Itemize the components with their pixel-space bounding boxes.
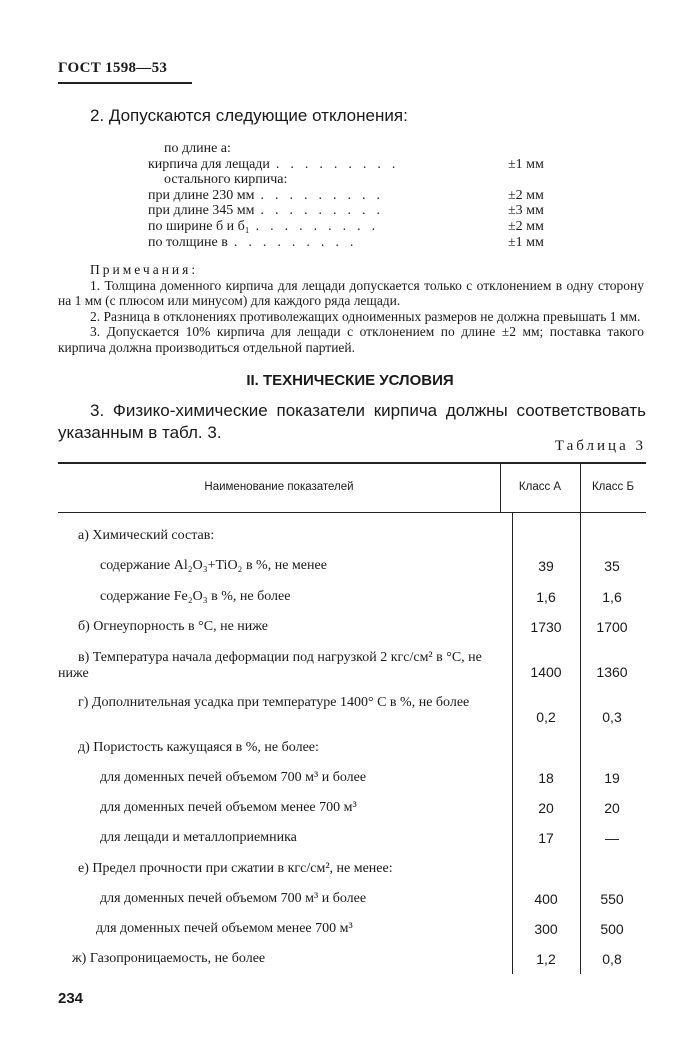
class-a-value: 20 bbox=[538, 800, 554, 816]
note-item: 2. Разница в отклонениях противолежащих одноименных размеров не должна превышать 1 мм. bbox=[90, 308, 641, 324]
class-a-value: 300 bbox=[534, 921, 558, 937]
row-name: г) Дополнительная усадка при температуре 1400° С в %, не более bbox=[78, 695, 470, 710]
row-name: для доменных печей объемом менее 700 м³ bbox=[100, 800, 357, 815]
class-a-value: 1,2 bbox=[536, 951, 556, 967]
tolerance-row bbox=[148, 157, 568, 173]
class-b-value: 550 bbox=[600, 891, 624, 907]
tolerance-row bbox=[148, 172, 568, 188]
row-name: в) Температура начала деформации под нагрузкой 2 кгс/см² в °С, не ниже bbox=[58, 650, 482, 681]
class-b-value: 0,8 bbox=[602, 951, 622, 967]
tolerance-row bbox=[148, 235, 568, 251]
leader-dots: ......... bbox=[275, 156, 407, 172]
tolerance-label: при длине 230 мм bbox=[148, 187, 255, 203]
class-a-value: 39 bbox=[538, 558, 554, 574]
properties-table bbox=[58, 462, 646, 982]
class-b-value: 19 bbox=[604, 770, 620, 786]
class-b-value: 500 bbox=[600, 921, 624, 937]
clause-3: 3. Физико-химические показатели кирпича должны соответствовать указанным в табл. 3. bbox=[58, 401, 646, 442]
class-b-value: 1360 bbox=[596, 664, 628, 680]
class-a-value: 1400 bbox=[530, 664, 562, 680]
header-class-a: Класс А bbox=[518, 481, 562, 493]
tolerance-row bbox=[148, 141, 568, 157]
class-a-value: 400 bbox=[534, 891, 558, 907]
tolerance-row bbox=[148, 203, 568, 219]
header-rule bbox=[58, 82, 192, 84]
leader-dots: ......... bbox=[233, 234, 365, 250]
note-item: 3. Допускается 10% кирпича для лещади с отклонением по длине ±2 мм; поставка такого кирпича должна производиться отдельной партией. bbox=[58, 324, 644, 355]
row-name: для доменных печей объемом менее 700 м³ bbox=[96, 921, 353, 936]
class-a-value: 0,2 bbox=[536, 709, 556, 725]
row-name: е) Предел прочности при сжатии в кгс/см², не менее: bbox=[78, 861, 393, 876]
row-name: а) Химический состав: bbox=[78, 528, 215, 543]
class-a-value: 17 bbox=[538, 830, 554, 846]
class-a-value: 1730 bbox=[530, 619, 562, 635]
table-caption: Таблица 3 bbox=[554, 438, 646, 454]
row-name: для лещади и металлоприемника bbox=[100, 830, 297, 845]
class-b-value: 1,6 bbox=[602, 589, 622, 605]
row-name: для доменных печей объемом 700 м³ и более bbox=[100, 891, 367, 906]
class-b-value: 0,3 bbox=[602, 709, 622, 725]
header-class-b: Класс Б bbox=[591, 481, 635, 493]
class-b-value: 35 bbox=[604, 558, 620, 574]
row-name: ж) Газопроницаемость, не более bbox=[72, 951, 266, 966]
row-name: содержание Al₂O₃+TiO₂ в %, не менее bbox=[100, 558, 327, 573]
tolerance-value: ±2 мм bbox=[508, 218, 544, 234]
class-a-value: 1,6 bbox=[536, 589, 556, 605]
row-name: д) Пористость кажущаяся в %, не более: bbox=[78, 740, 319, 755]
tolerance-label: кирпича для лещади bbox=[148, 156, 270, 172]
class-b-value: 1700 bbox=[596, 619, 628, 635]
note-item: 1. Толщина доменного кирпича для лещади допускается только с отклонением в одну сторону на 1 мм (с плюсом или минусом) для каждого ряда лещади. bbox=[58, 277, 644, 309]
notes-block bbox=[58, 262, 644, 356]
class-b-value: — bbox=[605, 830, 619, 846]
tolerance-value: ±1 мм bbox=[508, 234, 544, 250]
tolerance-value: ±1 мм bbox=[508, 156, 544, 172]
class-b-value: 20 bbox=[604, 800, 620, 816]
clause-2: 2. Допускаются следующие отклонения: bbox=[90, 106, 408, 125]
tolerance-label: по ширине б и б₁ bbox=[148, 218, 250, 234]
leader-dots: ......... bbox=[260, 203, 392, 219]
row-name: содержание Fe₂O₃ в %, не более bbox=[100, 589, 291, 604]
leader-dots: ......... bbox=[260, 187, 392, 203]
row-name: б) Огнеупорность в °С, не ниже bbox=[78, 619, 268, 634]
tolerance-label: остального кирпича: bbox=[164, 172, 288, 188]
table-header-rule bbox=[58, 512, 646, 513]
section-title: II. ТЕХНИЧЕСКИЕ УСЛОВИЯ bbox=[246, 372, 454, 389]
leader-dots: ......... bbox=[255, 218, 387, 234]
tolerance-value: ±3 мм bbox=[508, 203, 544, 219]
page-number: 234 bbox=[58, 990, 84, 1007]
tolerance-value: ±2 мм bbox=[508, 187, 544, 203]
tolerance-label: при длине 345 мм bbox=[148, 203, 255, 219]
notes-title: Примечания: bbox=[90, 262, 199, 277]
row-name: для доменных печей объемом 700 м³ и более bbox=[100, 770, 367, 785]
tolerance-label: по длине a: bbox=[164, 141, 231, 156]
tolerance-label: по толщине в bbox=[148, 234, 228, 250]
header-name: Наименование показателей bbox=[204, 481, 354, 493]
tolerance-row bbox=[148, 188, 568, 204]
tolerance-row bbox=[148, 219, 568, 235]
class-a-value: 18 bbox=[538, 770, 554, 786]
tolerance-list bbox=[148, 141, 568, 250]
standard-header: ГОСТ 1598—53 bbox=[58, 60, 168, 76]
